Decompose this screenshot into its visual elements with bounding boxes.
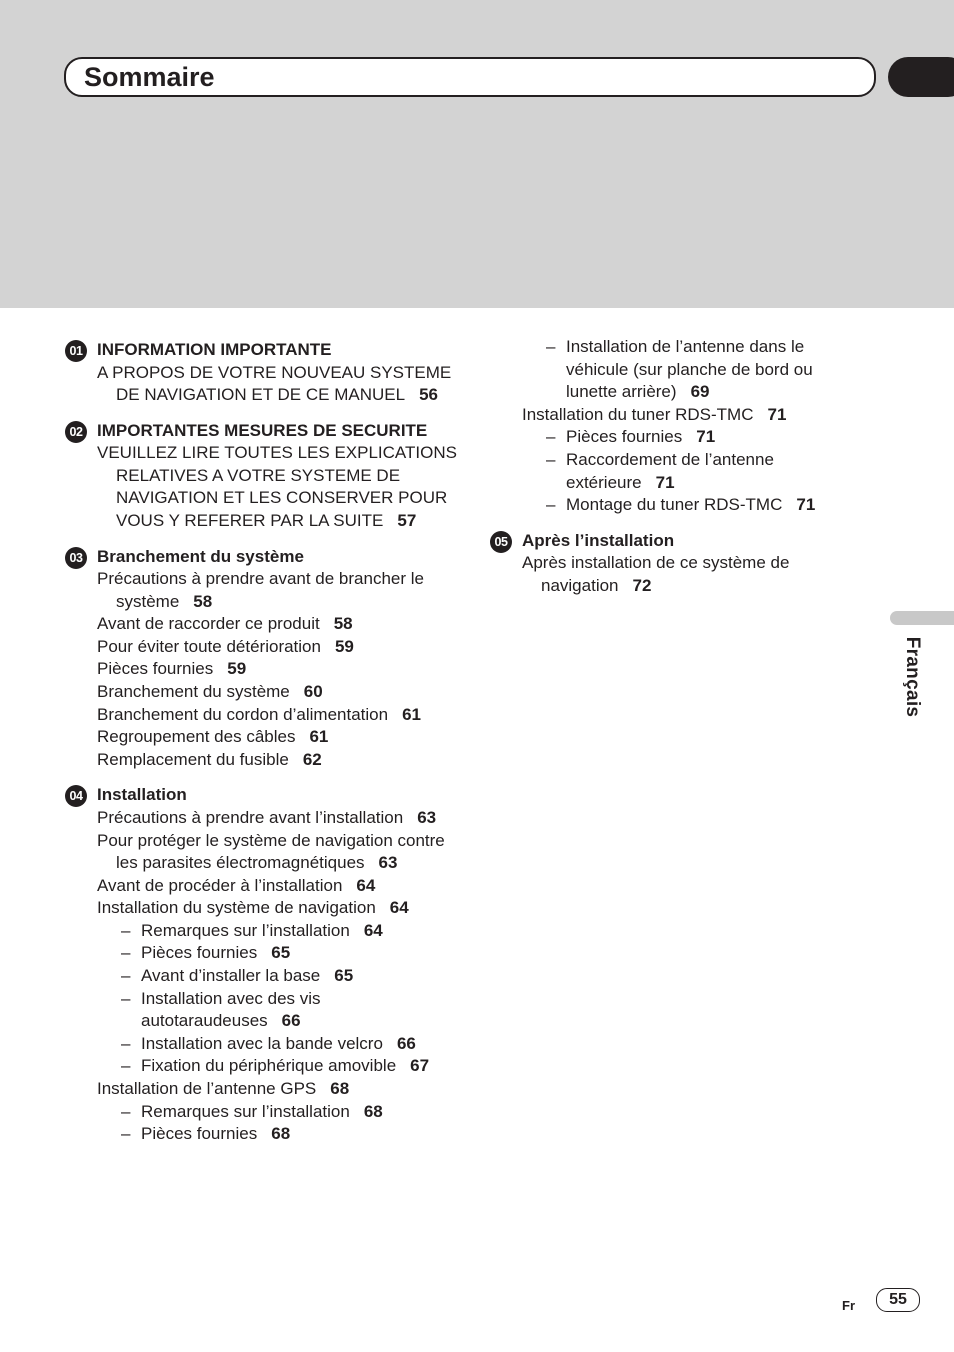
toc-section: [65, 783, 465, 1145]
toc-entry[interactable]: [65, 704, 465, 727]
entry-page: 61: [402, 704, 421, 724]
section-title[interactable]: Après l’installation: [522, 530, 675, 550]
entry-page: 72: [632, 575, 652, 595]
entry-dash: –: [546, 427, 556, 447]
entry-text: A PROPOS DE VOTRE NOUVEAU SYSTEME DE NAVIGATION ET DE CE MANUEL: [97, 362, 452, 405]
header-band: [0, 0, 954, 308]
entry-page: 62: [302, 749, 322, 769]
toc-entry[interactable]: [65, 807, 465, 830]
entry-page: 68: [271, 1124, 291, 1144]
toc-entry[interactable]: [65, 920, 465, 943]
section-title[interactable]: Installation: [97, 785, 187, 805]
entry-page: 59: [334, 636, 354, 656]
toc-entry[interactable]: [65, 875, 465, 898]
section-title[interactable]: INFORMATION IMPORTANTE: [97, 340, 332, 359]
entry-page: 66: [396, 1033, 416, 1053]
toc-entry[interactable]: [65, 636, 465, 659]
entry-text: Pièces fournies: [97, 659, 214, 679]
toc-entry[interactable]: [490, 494, 830, 517]
entry-page: 68: [363, 1101, 383, 1121]
toc-entry[interactable]: [65, 897, 465, 920]
chapter-tab: [888, 57, 954, 97]
chapter-number-badge: 01: [65, 340, 87, 362]
toc-section: [65, 545, 465, 772]
entry-page: 64: [356, 875, 376, 895]
entry-page: 65: [271, 943, 291, 963]
toc-left-column: [65, 338, 465, 1158]
toc-entry[interactable]: [65, 442, 465, 532]
toc-entry[interactable]: [65, 568, 465, 613]
chapter-number-badge: 03: [65, 547, 87, 569]
entry-text: Raccordement de l’antenne extérieure: [566, 449, 774, 492]
chapter-number-badge: 04: [65, 785, 87, 807]
entry-page: 65: [334, 966, 354, 986]
entry-text: Installation avec des vis autotaraudeuses: [141, 988, 321, 1031]
footer-language: Fr: [842, 1298, 855, 1313]
entry-text: Après installation de ce système de navigation: [522, 553, 790, 595]
entry-page: 71: [767, 404, 787, 424]
entry-text: Branchement du système: [97, 682, 290, 702]
entry-page: 64: [363, 920, 383, 940]
entry-text: Installation du tuner RDS-TMC: [522, 404, 754, 424]
entry-text: Pièces fournies: [141, 943, 258, 963]
toc-entry[interactable]: [65, 965, 465, 988]
entry-page: 56: [419, 385, 438, 405]
toc-entry[interactable]: [65, 749, 465, 772]
entry-dash: –: [546, 449, 556, 469]
entry-text: Avant de procéder à l’installation: [97, 875, 343, 895]
entry-page: 58: [333, 614, 353, 634]
toc-entry[interactable]: [490, 336, 830, 404]
entry-dash: –: [121, 943, 131, 963]
chapter-number-badge: 02: [65, 421, 87, 443]
entry-text: Précautions à prendre avant de brancher le système: [97, 569, 424, 611]
entry-text: Avant de raccorder ce produit: [97, 614, 320, 634]
toc-entry[interactable]: [65, 681, 465, 704]
entry-page: 60: [303, 682, 323, 702]
entry-page: 63: [378, 853, 398, 873]
toc-entry[interactable]: [65, 988, 465, 1033]
entry-text: Pour protéger le système de navigation contre les parasites électromagnétiques: [97, 830, 445, 873]
toc-section: [65, 338, 465, 407]
section-title[interactable]: IMPORTANTES MESURES DE SECURITE: [97, 420, 428, 440]
entry-page: 58: [193, 591, 213, 611]
toc-section: [490, 529, 830, 598]
entry-dash: –: [121, 1033, 131, 1053]
entry-text: Regroupement des câbles: [97, 727, 296, 747]
entry-text: Pièces fournies: [141, 1124, 258, 1144]
toc-right-column: [490, 336, 830, 609]
title-box: [64, 57, 876, 97]
toc-entry[interactable]: [65, 830, 465, 875]
entry-dash: –: [121, 1101, 131, 1121]
entry-dash: –: [121, 966, 131, 986]
entry-dash: –: [121, 988, 131, 1008]
entry-page: 64: [389, 898, 409, 918]
entry-text: Installation avec la bande velcro: [141, 1033, 383, 1053]
page-number: 55: [876, 1288, 920, 1312]
entry-page: 66: [281, 1011, 301, 1031]
toc-entry[interactable]: [65, 658, 465, 681]
entry-page: 69: [690, 382, 710, 402]
toc-entry[interactable]: [65, 362, 465, 407]
toc-continued: [490, 336, 830, 517]
entry-page: 59: [227, 659, 247, 679]
toc-entry[interactable]: [490, 552, 830, 597]
entry-dash: –: [546, 337, 556, 356]
entry-text: Pièces fournies: [566, 427, 683, 447]
entry-dash: –: [121, 920, 131, 940]
toc-entry[interactable]: [65, 1101, 465, 1124]
toc-entry[interactable]: [65, 942, 465, 965]
entry-text: Installation du système de navigation: [97, 898, 376, 918]
entry-page: 68: [330, 1079, 350, 1099]
toc-entry[interactable]: [490, 404, 830, 427]
toc-entry[interactable]: [65, 1033, 465, 1056]
language-label: Français: [902, 636, 923, 718]
page-title: Sommaire: [84, 62, 215, 92]
entry-text: Remarques sur l’installation: [141, 1101, 350, 1121]
entry-text: Installation de l’antenne dans le véhicule (sur planche de bord ou lunette arrière): [566, 337, 813, 402]
entry-text: VEUILLEZ LIRE TOUTES LES EXPLICATIONS RELATIVES A VOTRE SYSTEME DE NAVIGATION ET LES CONSERVER POUR VOUS Y REFERER PAR LA SUITE: [97, 443, 457, 530]
entry-text: Remplacement du fusible: [97, 749, 289, 769]
toc-entry[interactable]: [65, 1123, 465, 1146]
entry-text: Avant d’installer la base: [141, 966, 321, 986]
toc-entry[interactable]: [65, 726, 465, 749]
entry-dash: –: [546, 495, 556, 515]
entry-text: Précautions à prendre avant l’installation: [97, 807, 404, 827]
entry-page: 71: [796, 495, 816, 515]
entry-text: Branchement du cordon d’alimentation: [97, 704, 389, 724]
section-title[interactable]: Branchement du système: [97, 546, 304, 566]
entry-text: Pour éviter toute détérioration: [97, 636, 321, 656]
entry-dash: –: [121, 1056, 131, 1076]
toc-entry[interactable]: [65, 1078, 465, 1101]
entry-page: 71: [696, 427, 716, 447]
entry-page: 71: [655, 472, 675, 492]
entry-text: Montage du tuner RDS-TMC: [566, 495, 783, 515]
entry-dash: –: [121, 1124, 131, 1144]
entry-page: 61: [309, 727, 329, 747]
entry-page: 67: [410, 1056, 430, 1076]
entry-text: Remarques sur l’installation: [141, 920, 350, 940]
entry-page: 63: [417, 807, 437, 827]
toc-section: [65, 419, 465, 533]
chapter-number-badge: 05: [490, 531, 512, 553]
entry-page: 57: [397, 510, 417, 530]
toc-entry[interactable]: [490, 449, 830, 494]
entry-text: Installation de l’antenne GPS: [97, 1079, 317, 1099]
toc-entry[interactable]: [490, 426, 830, 449]
language-tab: [890, 611, 954, 625]
toc-entry[interactable]: [65, 1055, 465, 1078]
entry-text: Fixation du périphérique amovible: [141, 1056, 397, 1076]
toc-entry[interactable]: [65, 613, 465, 636]
